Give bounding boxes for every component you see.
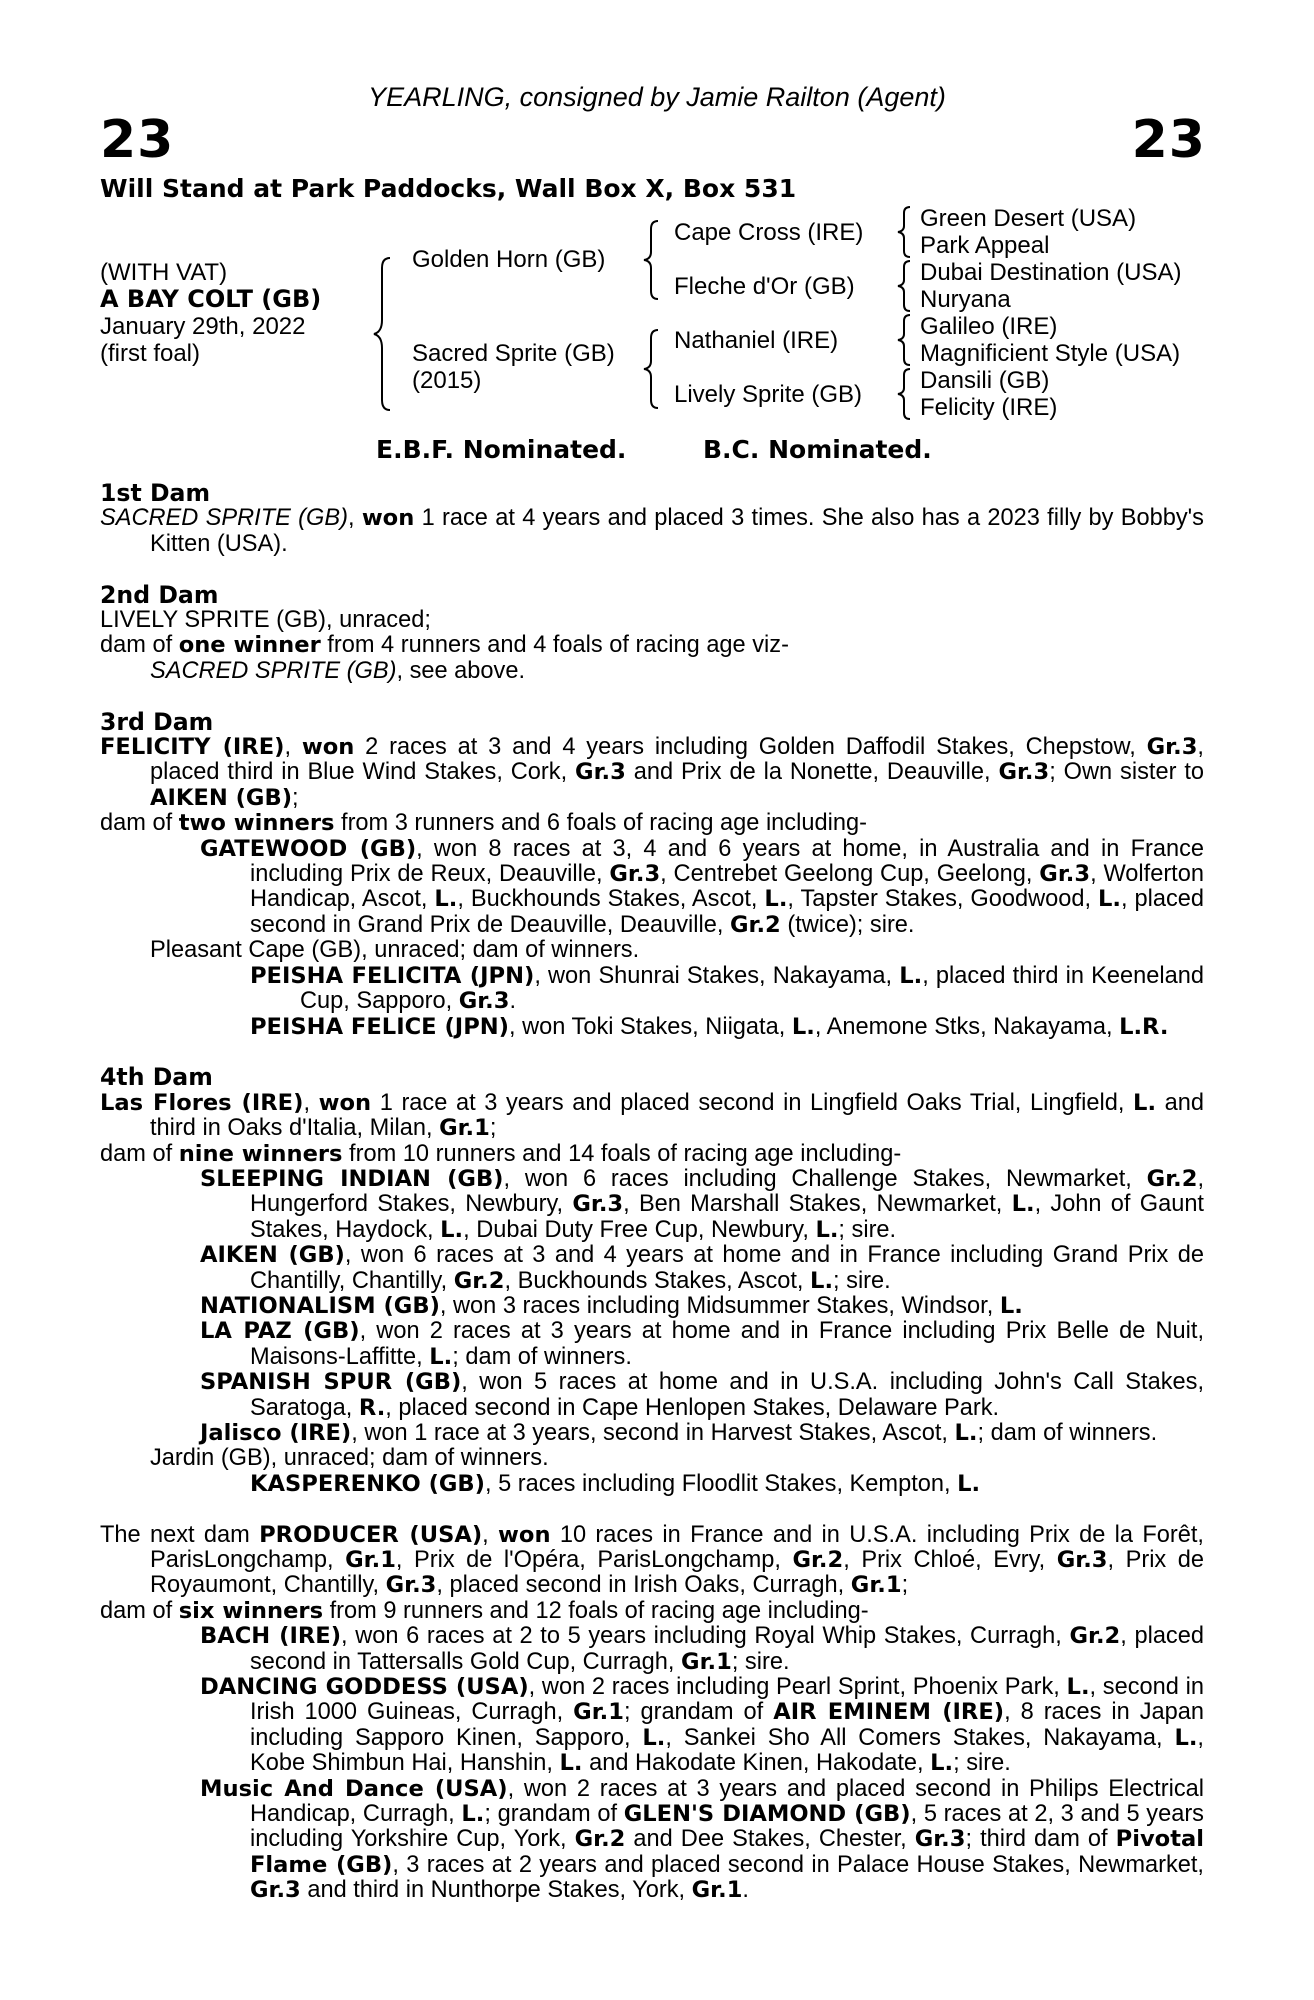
next-dam-section [100,1523,1204,1904]
catalogue-body [100,481,1204,1904]
fourth-dam-entry: Las Flores (IRE), won 1 race at 3 years and placed second in Lingfield Oaks Trial, Lingfield, L. and third in Oaks d'Italia, Milan, Gr.1; [100,1089,1205,1142]
list-item: KASPERENKO (GB), 5 races including Floodlit Stakes, Kempton, L. [250,1470,981,1497]
dam-sire: Nathaniel (IRE) [674,327,839,354]
list-item: SPANISH SPUR (GB), won 5 races at home and in U.S.A. including John's Call Stakes, Saratoga, R., placed second in Cape Henlopen Stakes, Delaware Park. [200,1369,1204,1421]
list-item: Jalisco (IRE), won 1 race at 3 years, second in Harvest Stakes, Ascot, L.; dam of winners. [200,1419,1158,1446]
vat-note: (WITH VAT) [100,259,228,286]
first-dam-entry: SACRED SPRITE (GB), won 1 race at 4 years and placed 3 times. She also has a 2023 filly by Bobby's Kitten (USA). [100,505,1204,557]
granddam-2: Nuryana [920,286,1011,313]
lot-number-right: 23 [1131,110,1206,170]
fourth-dam-heading: 4th Dam [100,1063,213,1092]
bc-nomination: B.C. Nominated. [703,435,932,464]
list-item: DANCING GODDESS (USA), won 2 races including Pearl Sprint, Phoenix Park, L., second in Irish 1000 Guineas, Curragh, Gr.1; grandam of AIR EMINEM (IRE), 8 races in Japan including Sapporo Kinen, Sapporo, L., Sankei Sho All Comers Stakes, Nakayama, L., Kobe Shimbun Hai, Hanshin, L. and Hakodate Kinen, Hakodate, L.; sire. [200,1674,1204,1777]
sire-dam: Fleche d'Or (GB) [674,273,855,300]
first-dam-heading: 1st Dam [100,479,211,507]
stand-location: Will Stand at Park Paddocks, Wall Box X, Box 531 [100,174,797,203]
second-dam-section [100,580,1204,685]
lot-number-left: 23 [100,110,175,170]
third-dam-heading: 3rd Dam [100,707,214,736]
granddam-1: Park Appeal [920,232,1050,259]
sire-sire: Cape Cross (IRE) [674,219,864,246]
fourth-dam-section [100,1065,1204,1497]
third-dam-produce: dam of two winners from 3 runners and 6 foals of racing age including- [100,810,867,837]
consignment-header: YEARLING, consigned by Jamie Railton (Agent) [368,82,946,112]
grandsire-4: Dansili (GB) [920,367,1050,394]
next-dam-produce: dam of six winners from 9 runners and 12 foals of racing age including- [100,1597,869,1624]
first-foal-note: (first foal) [100,340,201,367]
list-item: SLEEPING INDIAN (GB), won 6 races including Challenge Stakes, Newmarket, Gr.2, Hungerford Stakes, Newbury, Gr.3, Ben Marshall Stakes, Newmarket, L., John of Gaunt Stakes, Haydock, L., Dubai Duty Free Cup, Newbury, L.; sire. [200,1165,1204,1243]
second-dam-entry: LIVELY SPRITE (GB), unraced; [100,607,431,634]
sire-name: Golden Horn (GB) [412,246,606,273]
foaling-date: January 29th, 2022 [100,313,306,340]
list-item: LA PAZ (GB), won 2 races at 3 years at home and in France including Prix Belle de Nuit, Maisons-Laffitte, L.; dam of winners. [200,1318,1205,1370]
list-item: Pleasant Cape (GB), unraced; dam of winners. [150,937,640,964]
list-item: Music And Dance (USA), won 2 races at 3 years and placed second in Philips Electrical Handicap, Curragh, L.; grandam of GLEN'S DIAMOND (GB), 5 races at 2, 3 and 5 years including Yorkshire Cup, York, Gr.2 and Dee Stakes, Chester, Gr.3; third dam of Pivotal Flame (GB), 3 races at 2 years and placed second in Palace House Stakes, Newmarket, Gr.3 and third in Nunthorpe Stakes, York, Gr.1. [200,1775,1204,1904]
grandsire-1: Green Desert (USA) [920,205,1137,232]
second-dam-foal: SACRED SPRITE (GB), see above. [150,657,526,684]
first-dam-section [100,481,1204,557]
list-item: AIKEN (GB), won 6 races at 3 and 4 years at home and in France including Grand Prix de Chantilly, Chantilly, Gr.2, Buckhounds Stakes, Ascot, L.; sire. [200,1242,1204,1294]
list-item: PEISHA FELICE (JPN), won Toki Stakes, Niigata, L., Anemone Stks, Nakayama, L.R. [250,1013,1169,1040]
third-dam-section [100,707,1204,1040]
brace-dam [642,328,662,410]
horse-description: A BAY COLT (GB) [100,285,322,313]
dam-year: (2015) [412,367,482,394]
second-dam-produce: dam of one winner from 4 runners and 4 foals of racing age viz- [100,632,789,659]
brace-g1 [896,205,914,259]
brace-g2 [896,259,914,313]
list-item: NATIONALISM (GB), won 3 races including Midsummer Stakes, Windsor, L. [200,1292,1023,1319]
dam-dam: Lively Sprite (GB) [674,381,863,408]
next-dam-entry: The next dam PRODUCER (USA), won 10 races in France and in U.S.A. including Prix de la Forêt, ParisLongchamp, Gr.1, Prix de l'Opéra, ParisLongchamp, Gr.2, Prix Chloé, Evry, Gr.3, Prix de Royaumont, Chantilly, Gr.3, placed second in Irish Oaks, Curragh, Gr.1; [100,1521,1204,1599]
brace-g3 [896,313,914,367]
ebf-nomination: E.B.F. Nominated. [376,435,627,464]
third-dam-entry: FELICITY (IRE), won 2 races at 3 and 4 years including Golden Daffodil Stakes, Chepstow, Gr.3, placed third in Blue Wind Stakes, Cork, Gr.3 and Prix de la Nonette, Deauville, Gr.3; Own sister to AIKEN (GB); [100,734,1204,811]
granddam-3: Magnificient Style (USA) [920,340,1181,367]
list-item: GATEWOOD (GB), won 8 races at 3, 4 and 6 years at home, in Australia and in France including Prix de Reux, Deauville, Gr.3, Centrebet Geelong Cup, Geelong, Gr.3, Wolferton Handicap, Ascot, L., Buckhounds Stakes, Ascot, L., Tapster Stakes, Goodwood, L., placed second in Grand Prix de Deauville, Deauville, Gr.2 (twice); sire. [200,835,1204,938]
list-item: Jardin (GB), unraced; dam of winners. [150,1445,549,1472]
brace-g4 [896,367,914,421]
fourth-dam-produce: dam of nine winners from 10 runners and 14 foals of racing age including- [100,1140,902,1167]
second-dam-heading: 2nd Dam [100,580,219,609]
dam-name: Sacred Sprite (GB) [412,340,615,367]
granddam-4: Felicity (IRE) [920,394,1058,421]
brace-horse [372,256,394,412]
grandsire-3: Galileo (IRE) [920,313,1058,340]
list-item: PEISHA FELICITA (JPN), won Shunrai Stakes, Nakayama, L., placed third in Keeneland Cup, Sapporo, Gr.3. [250,962,1204,1015]
brace-sire [642,219,662,301]
list-item: BACH (IRE), won 6 races at 2 to 5 years including Royal Whip Stakes, Curragh, Gr.2, placed second in Tattersalls Gold Cup, Curragh, Gr.1; sire. [200,1623,1204,1675]
grandsire-2: Dubai Destination (USA) [920,259,1182,286]
